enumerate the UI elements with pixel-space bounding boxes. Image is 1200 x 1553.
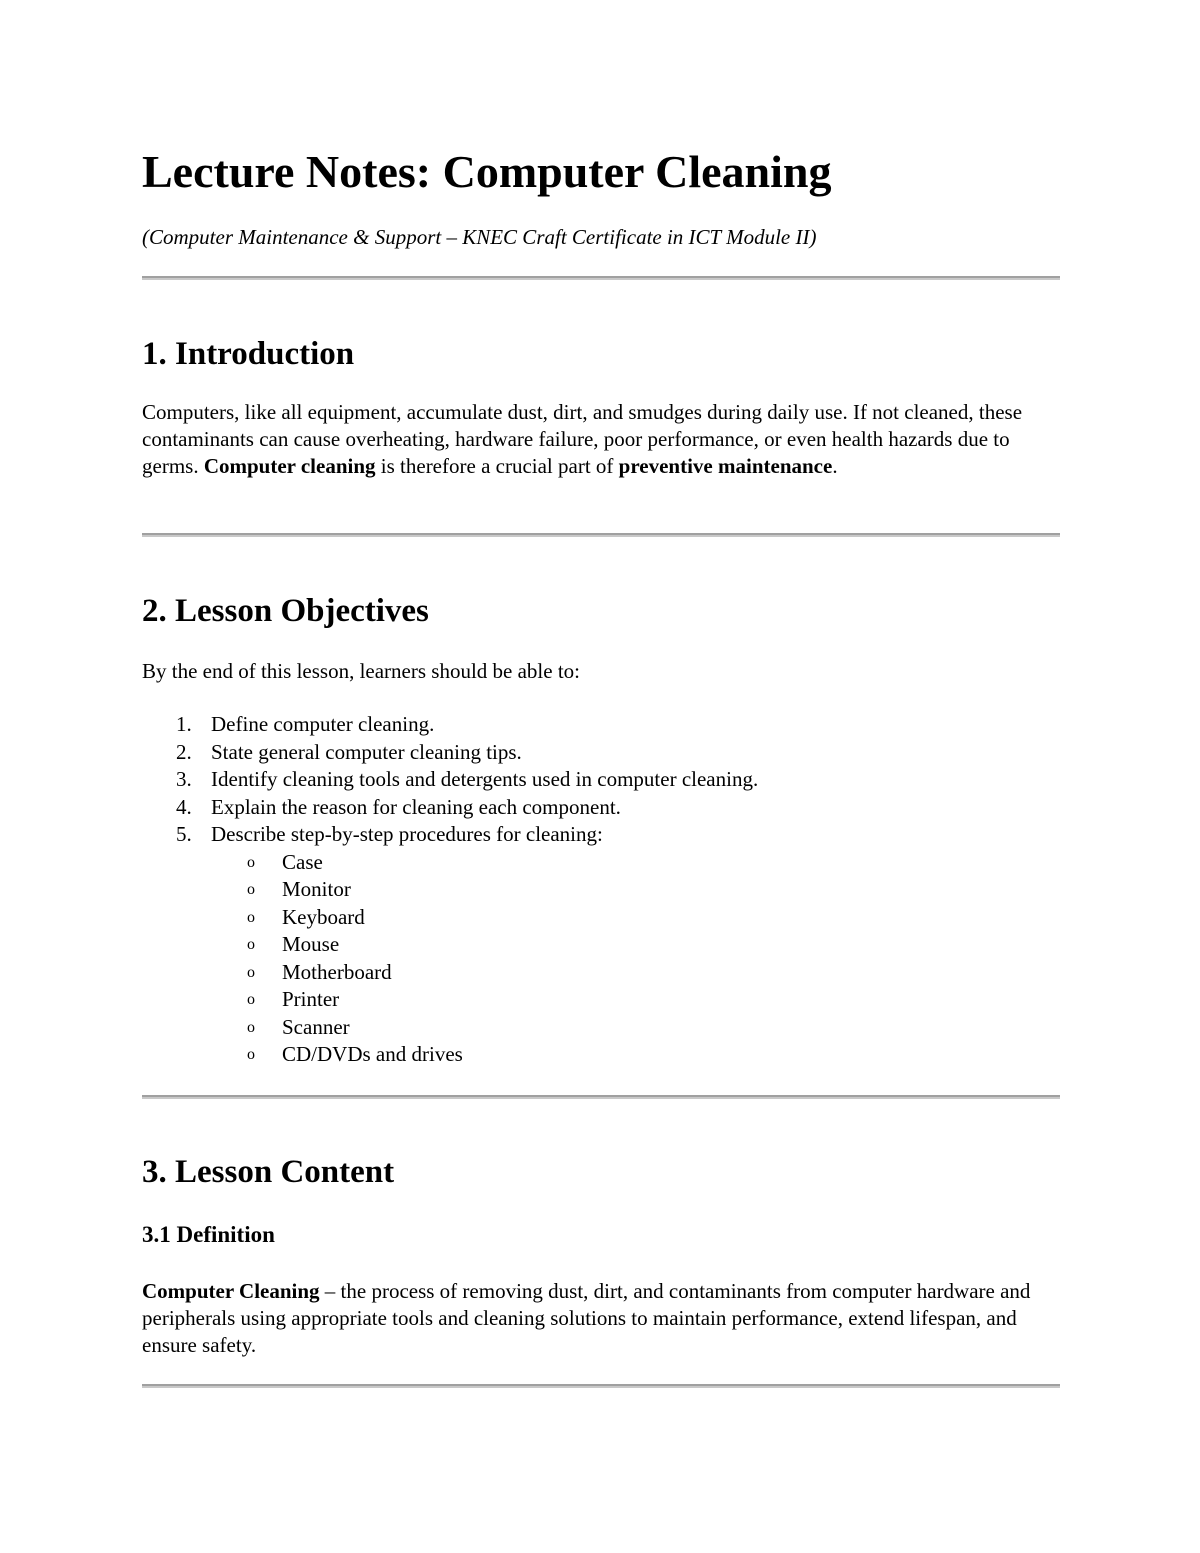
component-list-item bbox=[211, 1014, 758, 1042]
objective-item bbox=[142, 711, 758, 739]
circle-bullet-icon: o bbox=[247, 991, 255, 1008]
component-list-item bbox=[211, 876, 758, 904]
subsection-heading-definition: 3.1 Definition bbox=[142, 1222, 275, 1247]
component-list-item bbox=[211, 849, 758, 877]
horizontal-rule bbox=[142, 1095, 1060, 1099]
definition-term: Computer Cleaning bbox=[142, 1279, 320, 1303]
objective-item bbox=[142, 739, 758, 767]
horizontal-rule bbox=[142, 276, 1060, 280]
component-list-item bbox=[211, 1041, 758, 1069]
intro-bold-term: Computer cleaning bbox=[203, 454, 376, 478]
section-heading-introduction: 1. Introduction bbox=[142, 336, 355, 372]
component-name: Mouse bbox=[282, 932, 340, 956]
objective-text: State general computer cleaning tips. bbox=[211, 739, 522, 764]
component-name: Motherboard bbox=[282, 959, 392, 984]
component-name: Monitor bbox=[282, 877, 351, 901]
objective-item bbox=[142, 821, 758, 1069]
component-list-item bbox=[211, 959, 758, 987]
intro-bold-term: preventive maintenance bbox=[618, 454, 833, 478]
circle-bullet-icon: o bbox=[247, 963, 255, 981]
objective-number: 1. bbox=[176, 712, 192, 736]
definition-paragraph bbox=[142, 1278, 1060, 1359]
objective-text: Explain the reason for cleaning each component. bbox=[211, 794, 621, 819]
component-name: Printer bbox=[282, 987, 340, 1011]
component-name: Scanner bbox=[282, 1014, 350, 1039]
component-name: CD/DVDs and drives bbox=[282, 1042, 463, 1066]
section-heading-content: 3. Lesson Content bbox=[142, 1154, 395, 1190]
circle-bullet-icon: o bbox=[247, 908, 255, 926]
document-subtitle: (Computer Maintenance & Support – KNEC Craft Certificate in ICT Module II) bbox=[142, 225, 817, 249]
introduction-paragraph bbox=[142, 399, 1060, 480]
objective-number: 4. bbox=[176, 794, 192, 819]
component-name: Keyboard bbox=[282, 904, 365, 929]
intro-text: . bbox=[832, 454, 838, 478]
objective-number: 3. bbox=[176, 767, 192, 791]
circle-bullet-icon: o bbox=[247, 853, 255, 871]
component-list-item bbox=[211, 986, 758, 1014]
objectives-lead: By the end of this lesson, learners should be able to: bbox=[142, 659, 580, 683]
objectives-list bbox=[142, 711, 758, 1069]
component-list-item bbox=[211, 931, 758, 959]
cleaning-components-list bbox=[211, 849, 758, 1069]
circle-bullet-icon: o bbox=[247, 1046, 255, 1063]
section-heading-objectives: 2. Lesson Objectives bbox=[142, 593, 429, 629]
objective-number: 5. bbox=[176, 822, 192, 846]
definition-text: – the process of removing dust, dirt, and contaminants from computer hardware and peripherals using appropriate tools and cleaning solutions to maintain performance, extend lifespan, and ensure safety. bbox=[142, 1279, 1031, 1357]
component-name: Case bbox=[282, 849, 323, 874]
objective-item bbox=[142, 766, 758, 794]
horizontal-rule bbox=[142, 533, 1060, 537]
circle-bullet-icon: o bbox=[247, 881, 255, 898]
objective-text: Describe step-by-step procedures for cleaning: bbox=[211, 822, 603, 846]
component-list-item bbox=[211, 904, 758, 932]
horizontal-rule bbox=[142, 1384, 1060, 1388]
document-title: Lecture Notes: Computer Cleaning bbox=[142, 146, 832, 197]
circle-bullet-icon: o bbox=[247, 1018, 255, 1036]
intro-text: Computers, like all equipment, accumulate dust, dirt, and smudges during daily use. If not cleaned, these contaminants can cause overheating, hardware failure, poor performance, or even health hazards due to germs. bbox=[142, 400, 1023, 478]
objective-text: Identify cleaning tools and detergents used in computer cleaning. bbox=[211, 767, 759, 791]
objective-number: 2. bbox=[176, 739, 192, 764]
objective-item bbox=[142, 794, 758, 822]
circle-bullet-icon: o bbox=[247, 936, 255, 953]
objective-text: Define computer cleaning. bbox=[211, 712, 435, 736]
intro-text: is therefore a crucial part of bbox=[375, 454, 619, 478]
